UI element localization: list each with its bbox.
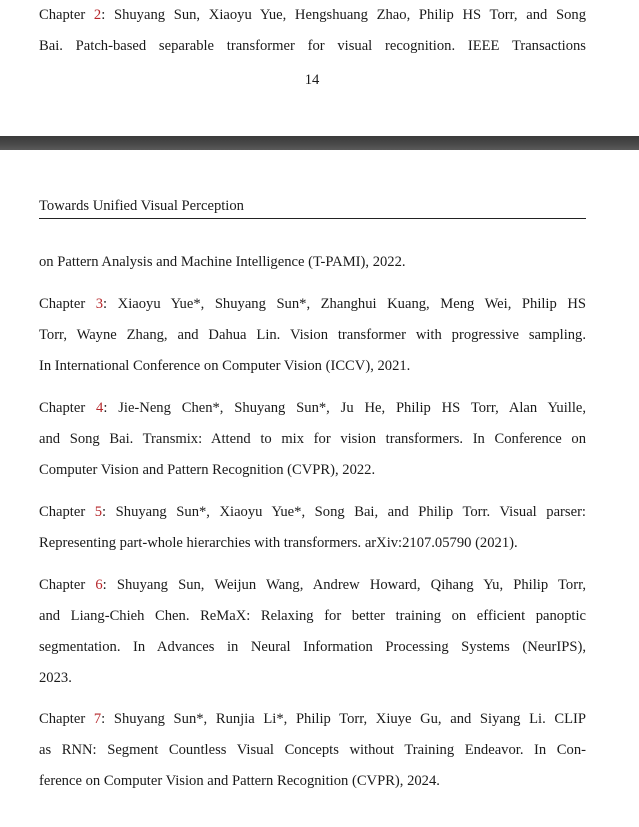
reference-entry-chapter-6 <box>39 570 586 694</box>
chapter-link[interactable]: 2 <box>93 7 102 23</box>
top-page <box>0 0 639 136</box>
chapter-link[interactable]: 3 <box>95 296 104 312</box>
reference-line: and Liang-Chieh Chen. ReMaX: Relaxing for better training on efficient panoptic <box>39 608 586 624</box>
reference-entry-chapter-5 <box>39 497 586 559</box>
reference-line: and Song Bai. Transmix: Attend to mix for vision transformers. In Conference on <box>39 431 586 447</box>
reference-line: Computer Vision and Pattern Recognition (CVPR), 2022. <box>39 462 376 478</box>
reference-continuation <box>39 247 586 278</box>
reference-line: on Pattern Analysis and Machine Intelligence (T-PAMI), 2022. <box>39 254 406 270</box>
chapter-link[interactable]: 4 <box>96 400 104 416</box>
reference-line: segmentation. In Advances in Neural Information Processing Systems (NeurIPS), <box>39 639 586 655</box>
chapter-link[interactable]: 6 <box>95 577 103 593</box>
reference-entry-chapter-7 <box>39 704 586 797</box>
chapter-link[interactable]: 5 <box>94 504 103 520</box>
reference-line: Chapter 6: Shuyang Sun, Weijun Wang, Andrew Howard, Qihang Yu, Philip Torr, <box>39 577 586 593</box>
reference-line: ference on Computer Vision and Pattern Recognition (CVPR), 2024. <box>39 773 440 789</box>
reference-line: 2023. <box>39 670 72 686</box>
reference-line: Chapter 2: Shuyang Sun, Xiaoyu Yue, Hengshuang Zhao, Philip HS Torr, and Song <box>39 7 587 23</box>
reference-line: Chapter 3: Xiaoyu Yue*, Shuyang Sun*, Zhanghui Kuang, Meng Wei, Philip HS <box>39 296 586 312</box>
chapter-link[interactable]: 7 <box>93 711 102 727</box>
reference-line: Bai. Patch-based separable transformer for visual recognition. IEEE Transactions <box>39 38 586 54</box>
reference-entry-chapter-2 <box>39 0 586 62</box>
page-separator <box>0 136 639 150</box>
reference-line: In International Conference on Computer Vision (ICCV), 2021. <box>39 358 411 374</box>
reference-line: Chapter 5: Shuyang Sun*, Xiaoyu Yue*, Song Bai, and Philip Torr. Visual parser: <box>39 504 586 520</box>
reference-line: Torr, Wayne Zhang, and Dahua Lin. Vision transformer with progressive sampling. <box>39 327 586 343</box>
reference-line: as RNN: Segment Countless Visual Concepts without Training Endeavor. In Con- <box>39 742 586 758</box>
running-head: Towards Unified Visual Perception <box>39 198 586 219</box>
reference-line: Chapter 7: Shuyang Sun*, Runjia Li*, Philip Torr, Xiuye Gu, and Siyang Li. CLIP <box>39 711 586 727</box>
reference-entry-chapter-3 <box>39 289 586 382</box>
reference-entry-chapter-4 <box>39 393 586 486</box>
reference-line: Chapter 4: Jie-Neng Chen*, Shuyang Sun*, Ju He, Philip HS Torr, Alan Yuille, <box>39 400 586 416</box>
page-number: 14 <box>304 72 320 88</box>
reference-line: Representing part-whole hierarchies with transformers. arXiv:2107.05790 (2021). <box>39 535 518 551</box>
